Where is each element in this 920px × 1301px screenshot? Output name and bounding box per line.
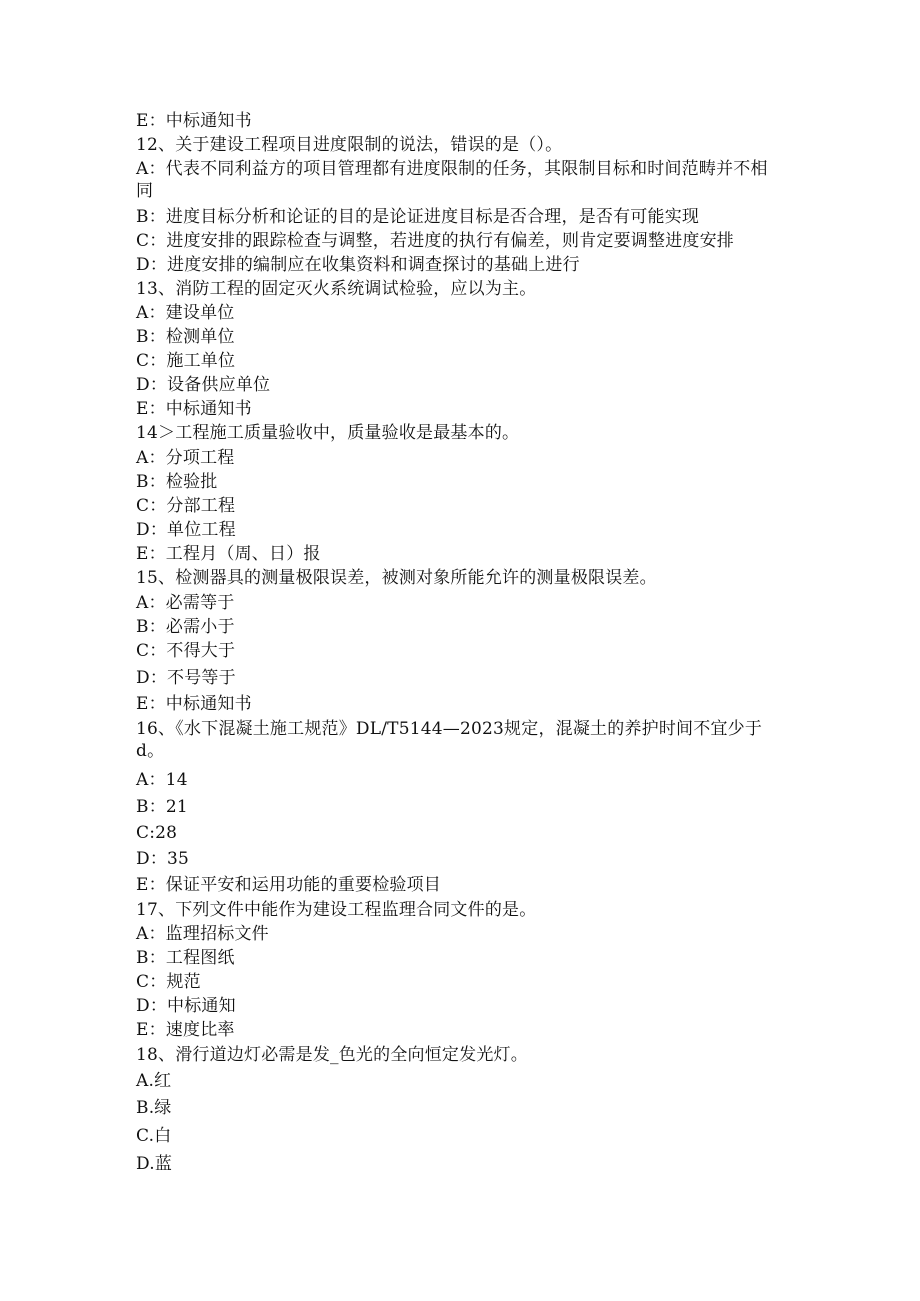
option-line: D.蓝: [136, 1154, 173, 1174]
option-line: D：进度安排的编制应在收集资料和调查探讨的基础上进行: [136, 255, 580, 275]
question-14: 14＞工程施工质量验收中，质量验收是最基本的。: [136, 423, 520, 443]
option-line: A：必需等于: [136, 593, 235, 613]
question-16: 16、《水下混凝土施工规范》DL/T5144—2023规定，混凝土的养护时间不宜少于d。: [136, 719, 763, 761]
option-line: D：35: [136, 849, 190, 869]
option-line: E：保证平安和运用功能的重要检验项目: [136, 875, 442, 895]
option-line: A：监理招标文件: [136, 924, 269, 944]
option-line: B：21: [136, 797, 188, 817]
option-line: C：施工单位: [136, 351, 236, 371]
question-12: 12、关于建设工程项目进度限制的说法，错误的是（）。: [136, 135, 563, 155]
option-line: C.白: [136, 1126, 172, 1146]
option-line: B：检测单位: [136, 327, 235, 347]
option-line: C：不得大于: [136, 641, 236, 661]
option-line: D：单位工程: [136, 520, 236, 540]
option-line: A：14: [136, 770, 188, 790]
option-line: C:28: [136, 823, 178, 843]
option-line: C：规范: [136, 972, 201, 992]
question-13: 13、消防工程的固定灭火系统调试检验，应以为主。: [136, 279, 537, 299]
option-line: E：中标通知书: [136, 399, 252, 419]
option-line: C：进度安排的跟踪检查与调整，若进度的执行有偏差，则肯定要调整进度安排: [136, 231, 735, 251]
question-15: 15、检测器具的测量极限误差，被测对象所能允许的测量极限误差。: [136, 568, 657, 588]
option-line: B：进度目标分析和论证的目的是论证进度目标是否合理，是否有可能实现: [136, 207, 700, 227]
option-line: C：分部工程: [136, 496, 236, 516]
option-line: B：检验批: [136, 472, 218, 492]
option-line: D：不号等于: [136, 668, 236, 688]
option-line: E：中标通知书: [136, 694, 252, 714]
text-line: E：中标通知书: [136, 111, 252, 131]
question-18: 18、滑行道边灯必需是发_色光的全向恒定发光灯。: [136, 1045, 528, 1065]
option-line: A：代表不同利益方的项目管理都有进度限制的任务，其限制目标和时间范畴并不相同: [136, 159, 768, 201]
option-line: B.绿: [136, 1098, 172, 1118]
question-17: 17、下列文件中能作为建设工程监理合同文件的是。: [136, 900, 537, 920]
option-line: B：工程图纸: [136, 948, 235, 968]
option-line: B：必需小于: [136, 617, 235, 637]
option-line: E：工程月（周、日）报: [136, 544, 321, 564]
option-line: A.红: [136, 1071, 172, 1091]
option-line: A：分项工程: [136, 448, 235, 468]
option-line: D：设备供应单位: [136, 375, 271, 395]
option-line: E：速度比率: [136, 1020, 235, 1040]
option-line: A：建设单位: [136, 303, 235, 323]
option-line: D：中标通知: [136, 996, 236, 1016]
